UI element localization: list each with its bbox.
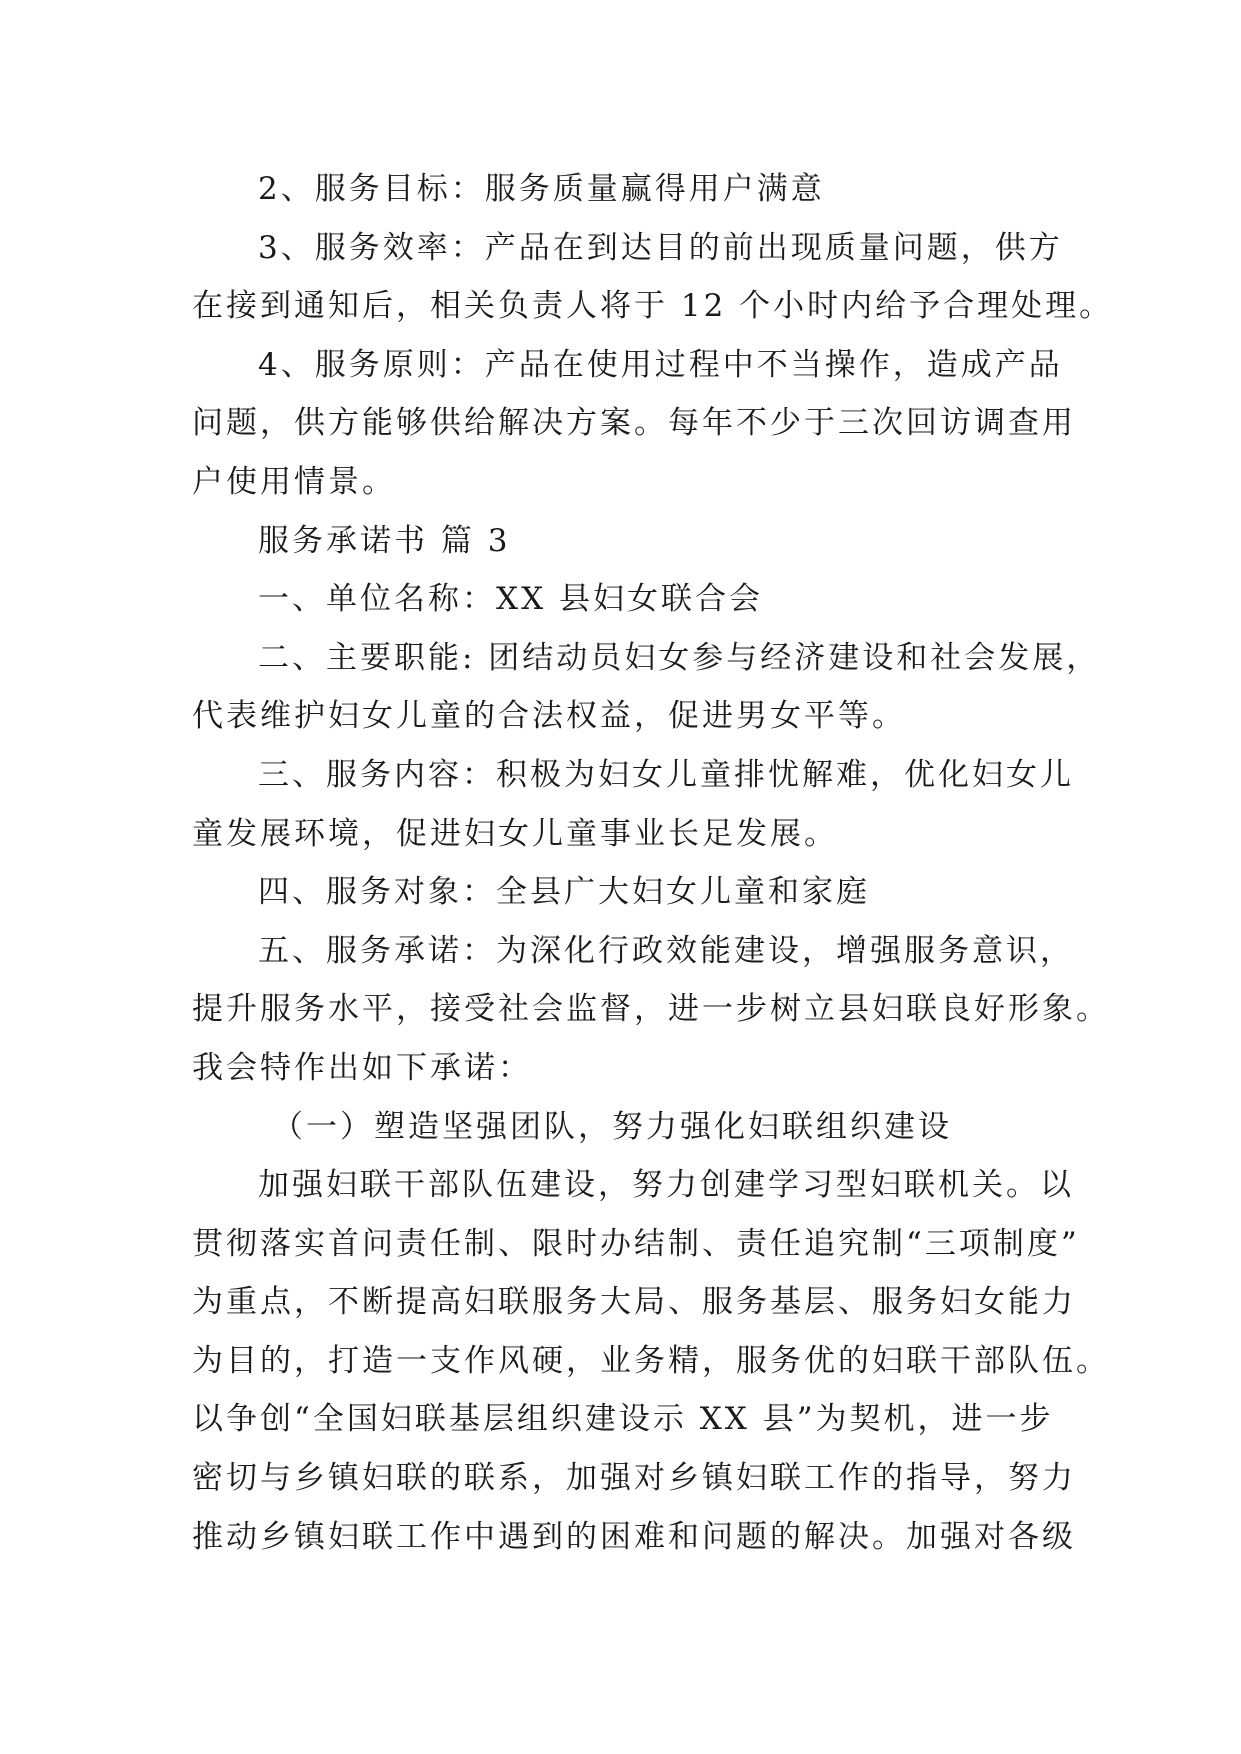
paragraph-line: 三、服务内容：积极为妇女儿童排忧解难，优化妇女儿 xyxy=(258,756,1074,793)
paragraph-line: 二、主要职能: 团结动员妇女参与经济建设和社会发展， xyxy=(258,639,1101,676)
paragraph-line: 提升服务水平，接受社会监督，进一步树立县妇联良好形象。 xyxy=(192,991,1110,1028)
paragraph-line: 一、单位名称：XX 县妇女联合会 xyxy=(258,581,763,618)
paragraph-line: 代表维护妇女儿童的合法权益，促进男女平等。 xyxy=(192,698,906,735)
paragraph-line: 为目的，打造一支作风硬，业务精，服务优的妇联干部队伍。 xyxy=(192,1342,1110,1379)
paragraph-line: 以争创“全国妇联基层组织建设示 XX 县”为契机，进一步 xyxy=(192,1401,1054,1438)
paragraph-line: 贯彻落实首问责任制、限时办结制、责任追究制“三项制度” xyxy=(192,1225,1080,1262)
paragraph-line: 加强妇联干部队伍建设，努力创建学习型妇联机关。以 xyxy=(258,1167,1074,1204)
paragraph-line: 户使用情景。 xyxy=(192,463,396,500)
paragraph-line: 为重点，不断提高妇联服务大局、服务基层、服务妇女能力 xyxy=(192,1284,1076,1321)
paragraph-line: 我会特作出如下承诺： xyxy=(192,1049,532,1086)
section-heading: 服务承诺书 篇 3 xyxy=(258,522,511,559)
paragraph-line: 密切与乡镇妇联的联系，加强对乡镇妇联工作的指导，努力 xyxy=(192,1460,1076,1497)
paragraph-line: 童发展环境，促进妇女儿童事业长足发展。 xyxy=(192,815,838,852)
paragraph-line: 4、服务原则：产品在使用过程中不当操作，造成产品 xyxy=(258,346,1063,383)
document-body xyxy=(192,160,1114,1566)
paragraph-line: 四、服务对象：全县广大妇女儿童和家庭 xyxy=(258,874,870,911)
paragraph-line: 问题，供方能够供给解决方案。每年不少于三次回访调查用 xyxy=(192,405,1076,442)
paragraph-line: 推动乡镇妇联工作中遇到的困难和问题的解决。加强对各级 xyxy=(192,1518,1076,1555)
paragraph-line: 五、服务承诺：为深化行政效能建设，增强服务意识， xyxy=(258,932,1074,969)
paragraph-line: 2、服务目标：服务质量赢得用户满意 xyxy=(258,171,825,207)
paragraph-line: 3、服务效率：产品在到达目的前出现质量问题，供方 xyxy=(258,229,1063,266)
subsection-heading: （一）塑造坚强团队，努力强化妇联组织建设 xyxy=(272,1108,952,1145)
paragraph-line: 在接到通知后，相关负责人将于 12 个小时内给予合理处理。 xyxy=(192,288,1114,325)
